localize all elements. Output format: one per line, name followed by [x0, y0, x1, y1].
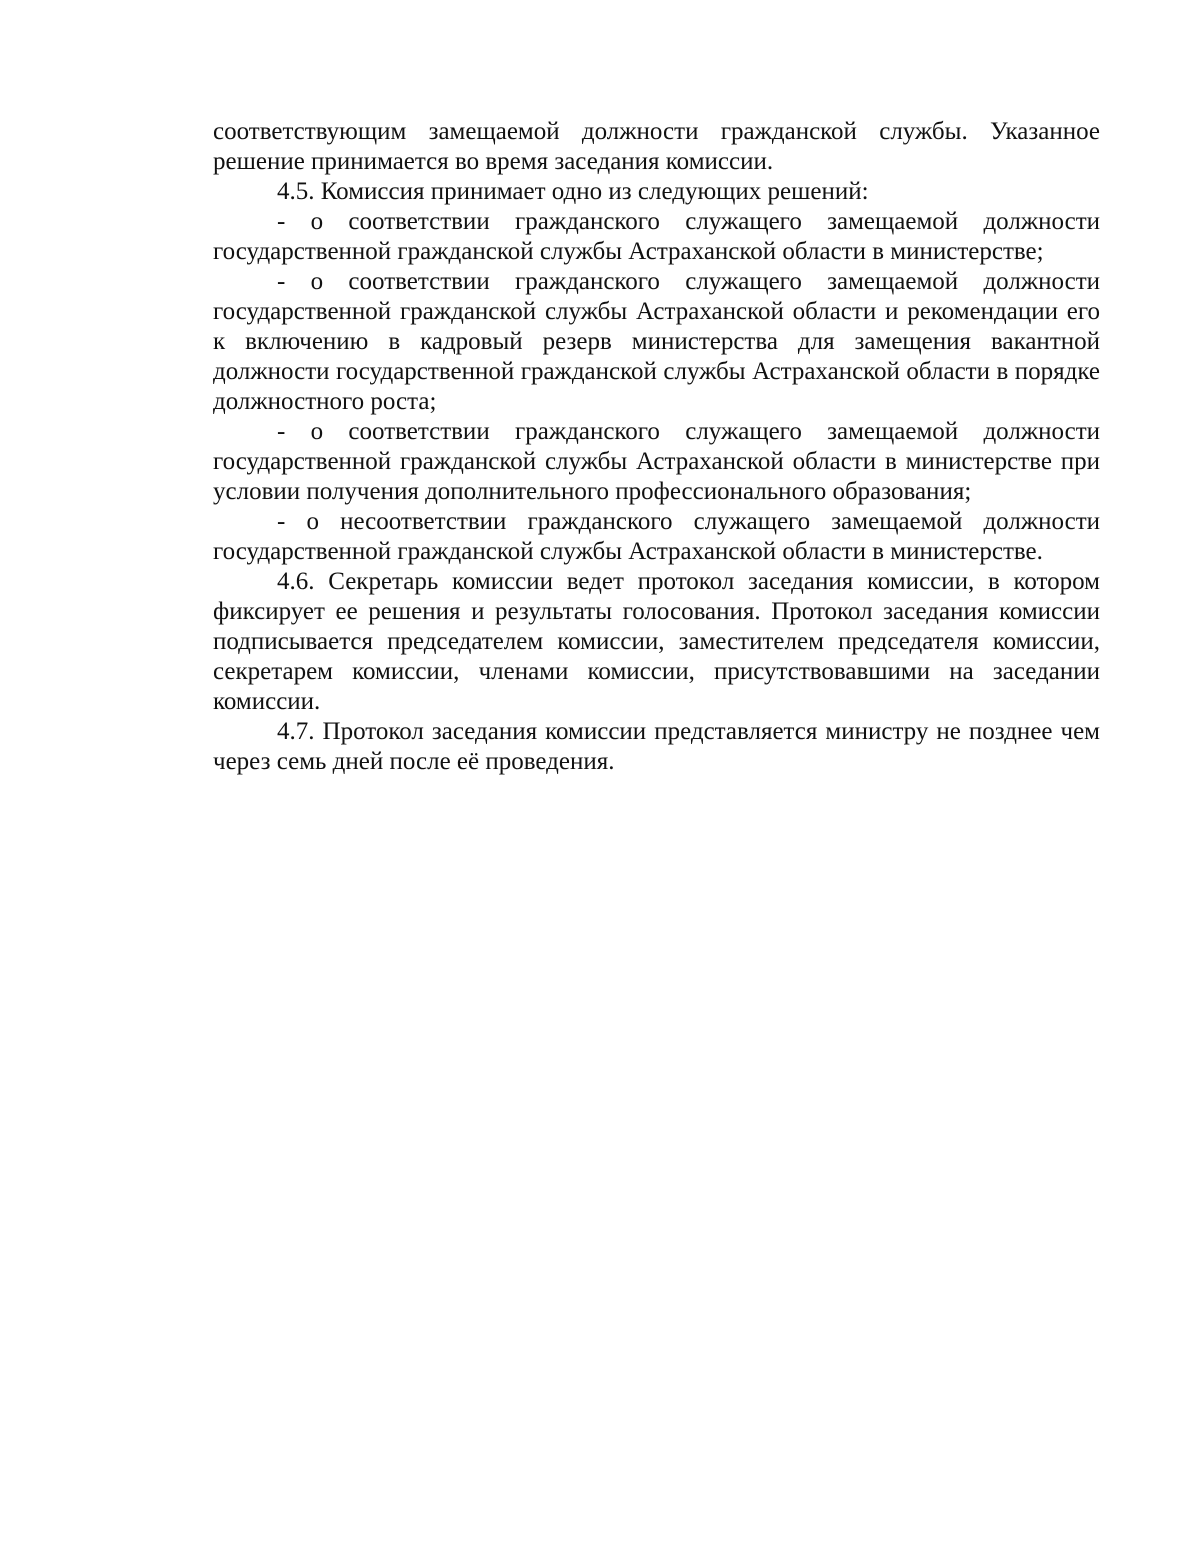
decision-item-4: - о несоответствии гражданского служащего замещаемой должности государственной гражданской службы Астраханской области в министерстве.	[213, 508, 1100, 565]
paragraph-4-5: 4.5. Комиссия принимает одно из следующих решений:	[277, 178, 869, 205]
decision-item-1: - о соответствии гражданского служащего замещаемой должности государственной гражданской службы Астраханской области в министерстве;	[213, 208, 1100, 265]
decision-item-3: - о соответствии гражданского служащего замещаемой должности государственной гражданской службы Астраханской области в министерстве при условии получения дополнительного профессионального образования;	[213, 418, 1100, 505]
document-page	[213, 117, 1100, 777]
paragraph-continuation: соответствующим замещаемой должности гражданской службы. Указанное решение принимается во время заседания комиссии.	[213, 118, 1100, 175]
paragraph-4-6: 4.6. Секретарь комиссии ведет протокол заседания комиссии, в котором фиксирует ее решения и результаты голосования. Протокол заседания комиссии подписывается председателем комиссии, заместителем председателя комиссии, секретарем комиссии, членами комиссии, присутствовавшими на заседании комиссии.	[213, 568, 1100, 715]
decision-item-2: - о соответствии гражданского служащего замещаемой должности государственной гражданской службы Астраханской области и рекомендации его к включению в кадровый резерв министерства для замещения вакантной должности государственной гражданской службы Астраханской области в порядке должностного роста;	[213, 268, 1100, 415]
paragraph-4-7: 4.7. Протокол заседания комиссии представляется министру не позднее чем через семь дней после её проведения.	[213, 718, 1100, 775]
